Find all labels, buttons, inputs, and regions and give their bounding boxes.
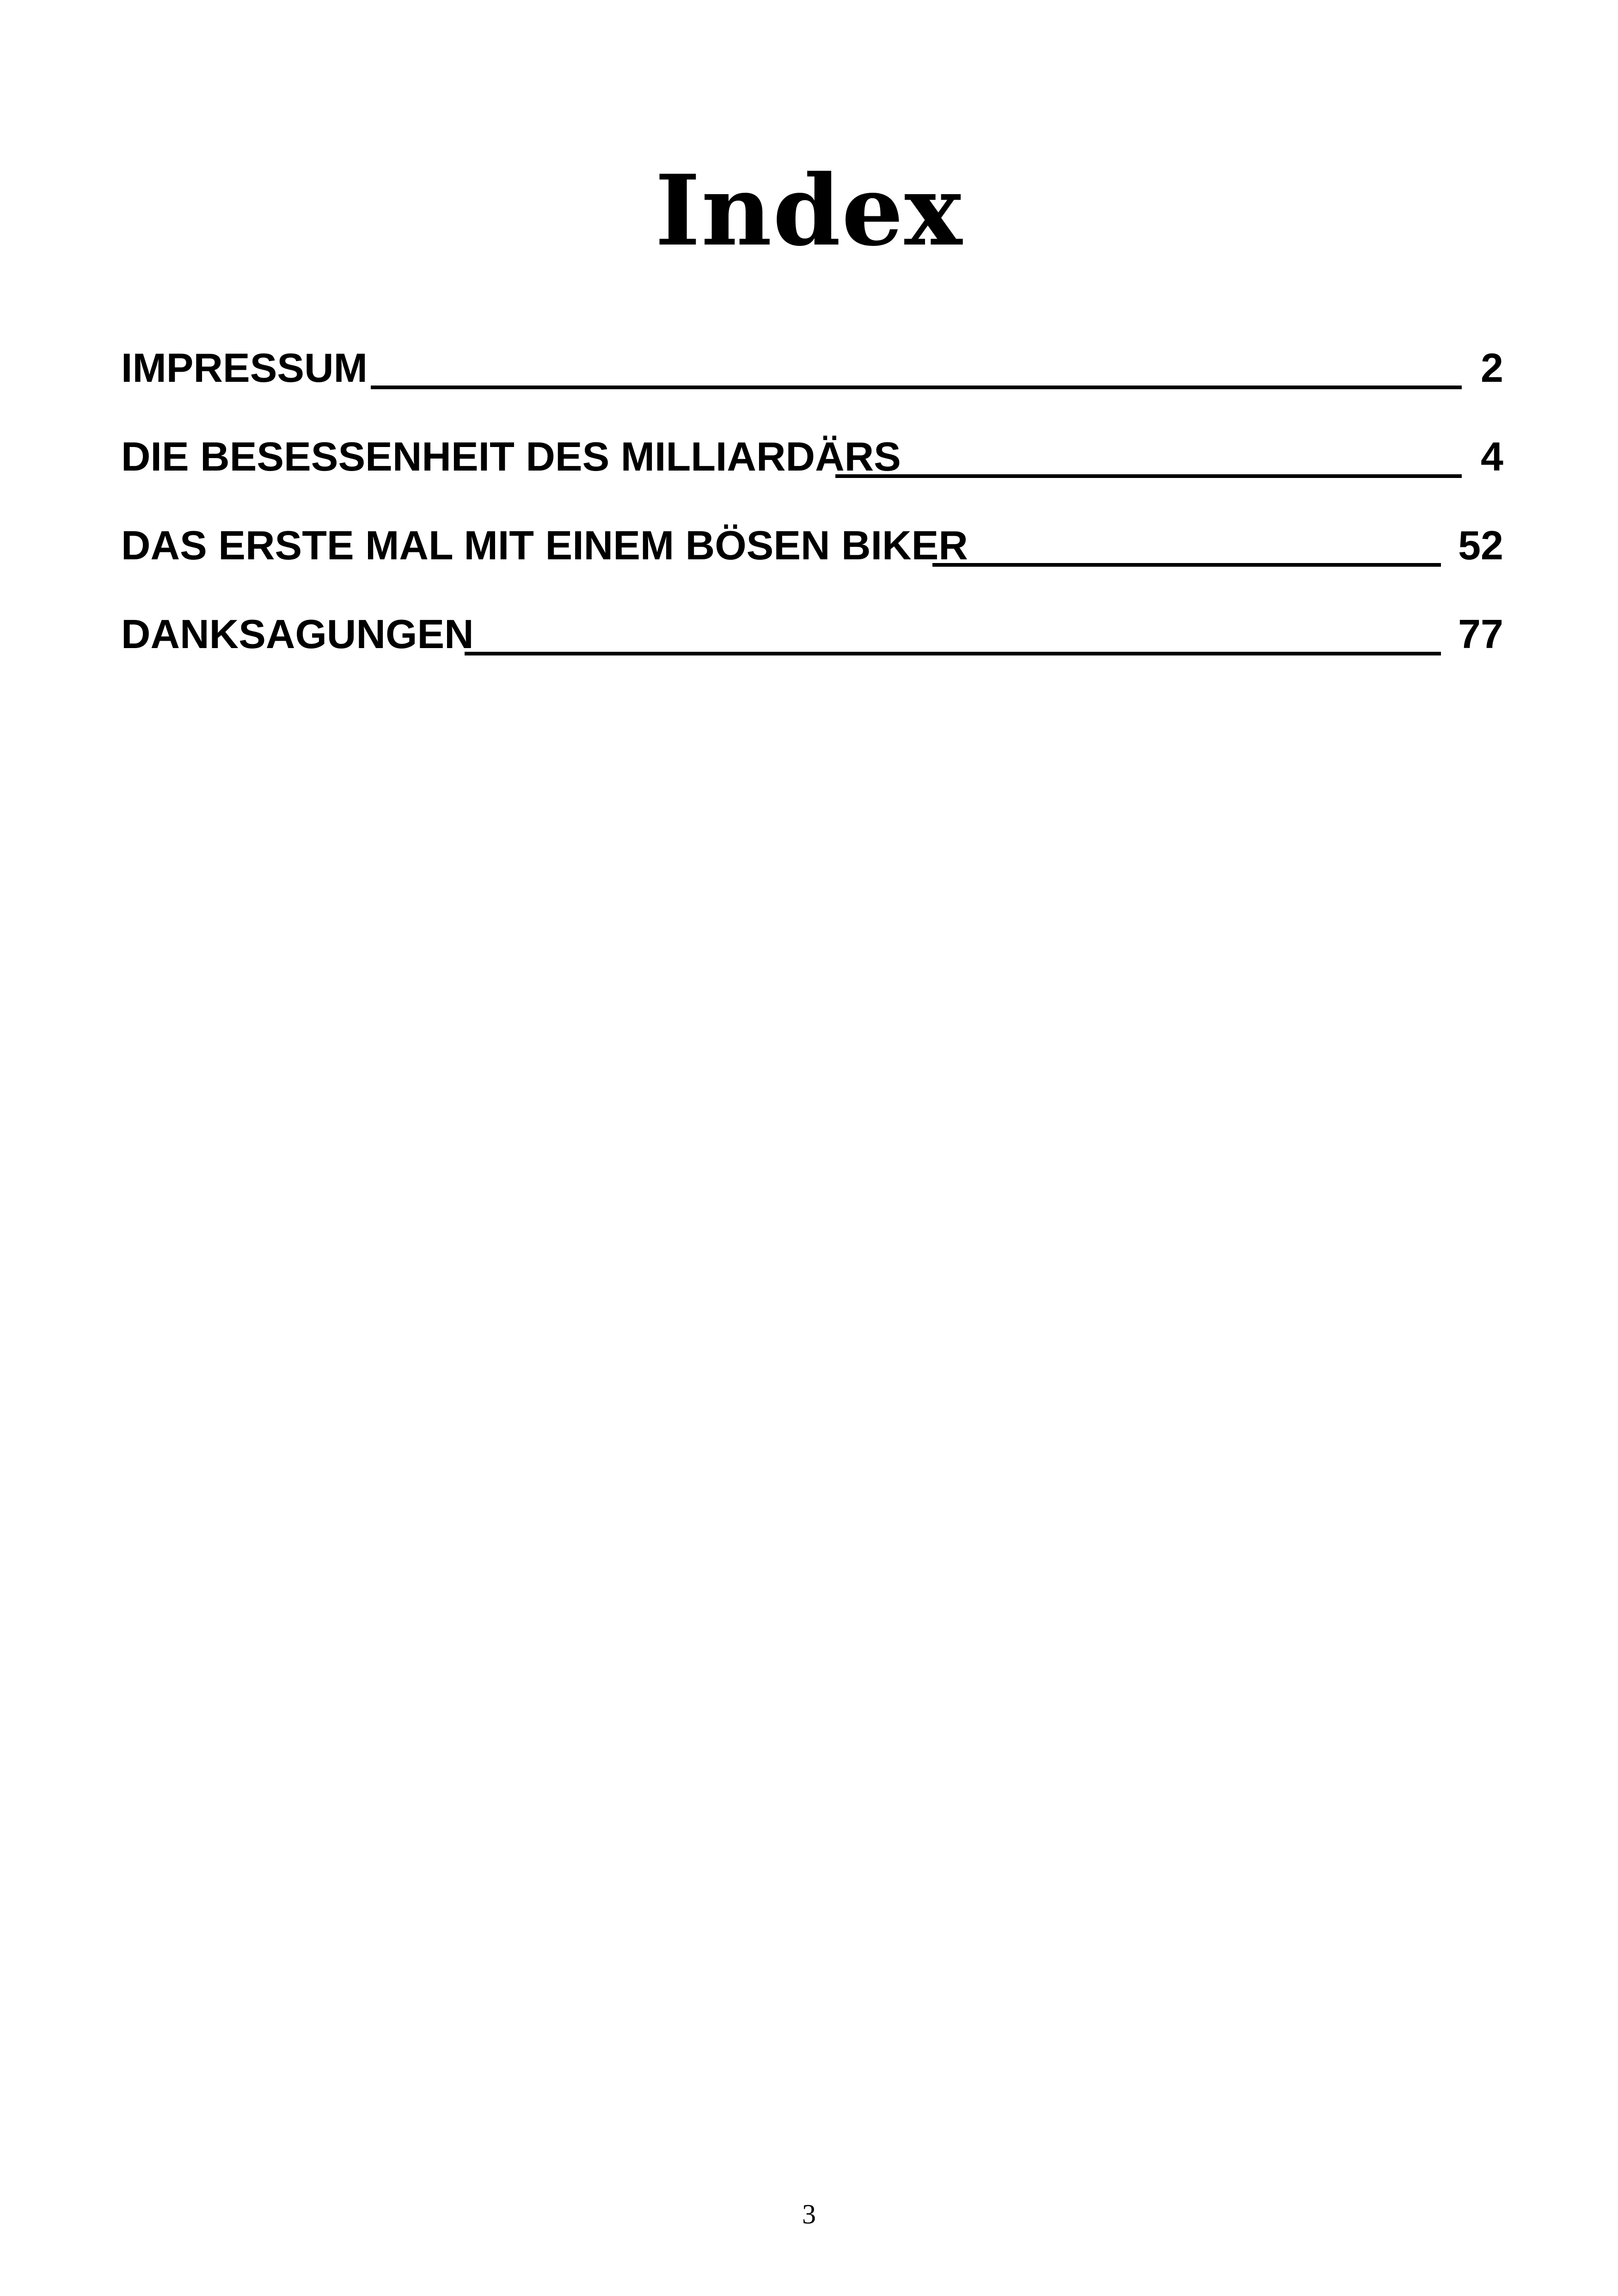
- toc-entry-label: DIE BESESSENHEIT DES MILLIARDÄRS: [121, 434, 901, 479]
- toc-entry-label: DAS ERSTE MAL MIT EINEM BÖSEN BIKER: [121, 522, 968, 568]
- toc-entry-page: 4: [1481, 434, 1503, 479]
- toc-leader-line: [371, 386, 1462, 389]
- toc-leader-line: [835, 474, 1462, 478]
- toc-entry-page: 52: [1458, 522, 1503, 568]
- toc-leader-line: [932, 563, 1441, 567]
- toc-entry-die-besessenheit[interactable]: [121, 412, 1503, 501]
- toc-entry-page: 77: [1458, 611, 1503, 657]
- toc-leader-line: [465, 652, 1441, 655]
- page-title: Index: [655, 153, 963, 268]
- toc-entry-das-erste-mal[interactable]: [121, 501, 1503, 590]
- toc-entry-label: DANKSAGUNGEN: [121, 611, 474, 657]
- table-of-contents: [121, 324, 1503, 679]
- toc-entry-impressum[interactable]: [121, 324, 1503, 412]
- toc-entry-danksagungen[interactable]: [121, 590, 1503, 679]
- page-number: 3: [802, 2199, 816, 2229]
- toc-entry-page: 2: [1481, 345, 1503, 391]
- toc-entry-label: IMPRESSUM: [121, 345, 368, 391]
